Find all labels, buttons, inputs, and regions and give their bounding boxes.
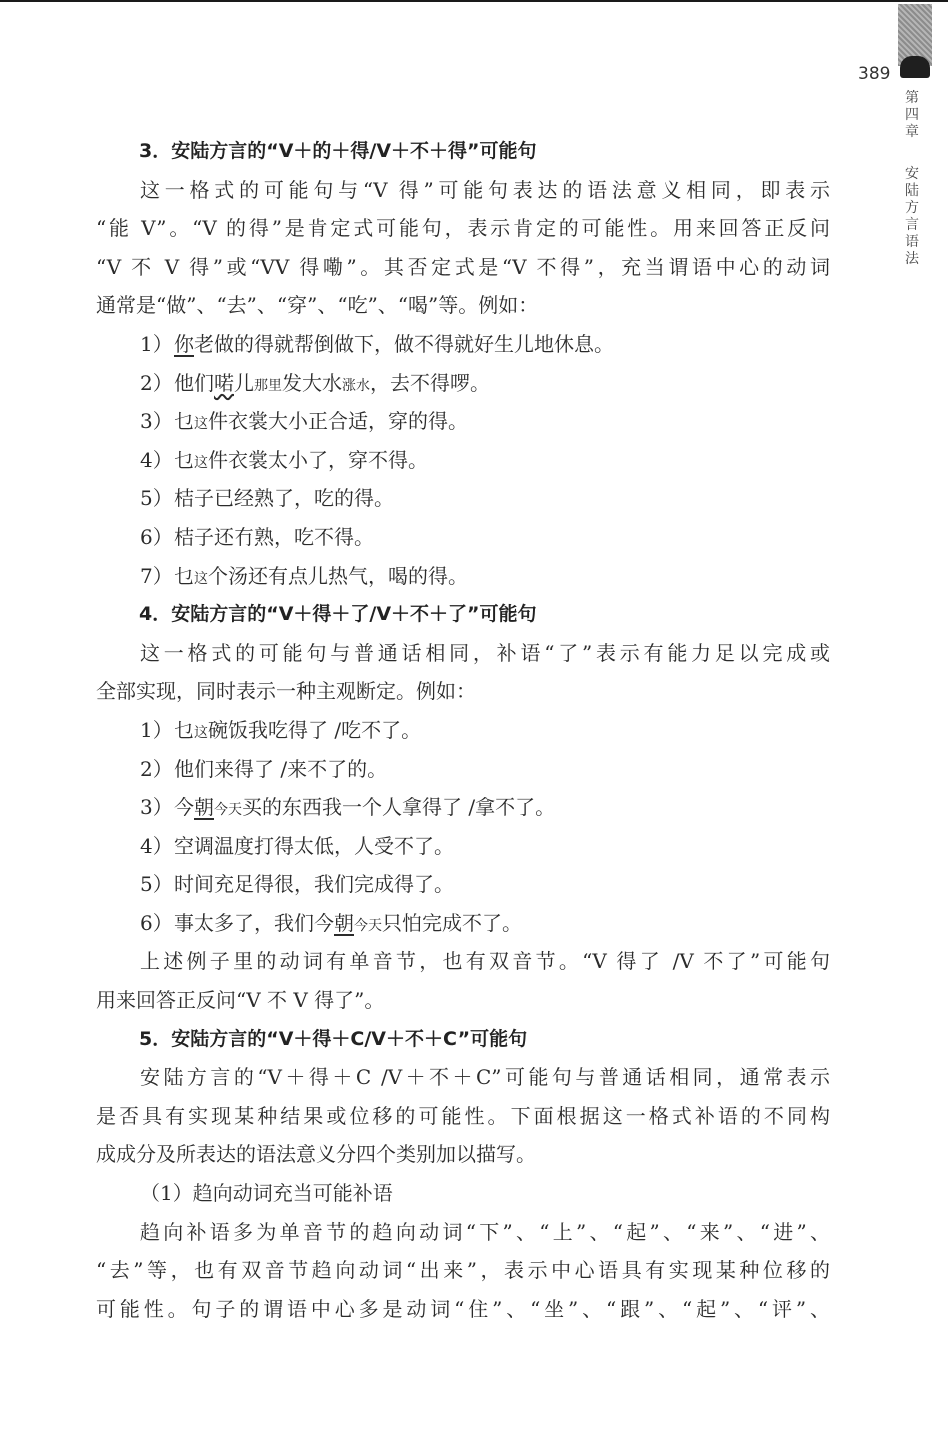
paragraph-line: 全部实现，同时表示一种主观断定。例如：	[96, 679, 476, 704]
paragraph-line: 上述例子里的动词有单音节，也有双音节。“V 得了 /V 不了”可能句	[140, 949, 830, 974]
page-number: 389	[858, 64, 891, 84]
corner-figure-icon	[900, 56, 930, 78]
page-body	[96, 132, 830, 1328]
example-line: 3）今朝今天买的东西我一个人拿得了 /拿不了。	[140, 795, 556, 820]
paragraph-line: 用来回答正反问“V 不 V 得了”。	[96, 988, 385, 1013]
subsection-heading: （1）趋向动词充当可能补语	[140, 1181, 393, 1206]
side-chapter-label: 第四章	[905, 90, 919, 140]
example-line: 5）时间充足得很，我们完成得了。	[140, 872, 454, 897]
example-line: 1）你老做的得就帮倒做下，做不得就好生儿地休息。	[140, 331, 614, 356]
example-line: 2）他们喏儿那里发大水涨水，去不得啰。	[140, 370, 490, 395]
section-5-heading: 5．安陆方言的“V＋得＋C/V＋不＋C”可能句	[139, 1027, 528, 1050]
example-line: 1）乜这碗饭我吃得了 /吃不了。	[140, 717, 422, 742]
paragraph-line: “能 V”。“V 的得”是肯定式可能句，表示肯定的可能性。用来回答正反问	[96, 216, 830, 241]
paragraph-line: 成成分及所表达的语法意义分四个类别加以描写。	[96, 1142, 536, 1167]
example-line: 7）乜这个汤还有点儿热气，喝的得。	[140, 563, 468, 588]
example-line: 6）事太多了，我们今朝今天只怕完成不了。	[140, 910, 522, 935]
paragraph-line: 安陆方言的“V＋得＋C /V＋不＋C”可能句与普通话相同，通常表示	[140, 1065, 830, 1090]
section-3-heading: 3．安陆方言的“V＋的＋得/V＋不＋得”可能句	[139, 140, 537, 162]
top-border-rule	[0, 0, 948, 2]
side-title-label: 安陆方言语法	[905, 166, 919, 267]
paragraph-line: 趋向补语多为单音节的趋向动词“下”、“上”、“起”、“来”、“进”、	[140, 1219, 830, 1244]
paragraph-line: 是否具有实现某种结果或位移的可能性。下面根据这一格式补语的不同构	[96, 1103, 830, 1128]
example-line: 4）空调温度打得太低，人受不了。	[140, 833, 454, 858]
example-line: 5）桔子已经熟了，吃的得。	[140, 486, 394, 511]
example-line: 6）桔子还冇熟，吃不得。	[140, 524, 374, 549]
example-line: 3）乜这件衣裳大小正合适，穿的得。	[140, 409, 468, 434]
paragraph-line: “去”等，也有双音节趋向动词“出来”，表示中心语具有实现某种位移的	[96, 1258, 830, 1283]
paragraph-line: 这一格式的可能句与“V 得”可能句表达的语法意义相同，即表示	[140, 177, 830, 202]
paragraph-line: 这一格式的可能句与普通话相同，补语“了”表示有能力足以完成或	[140, 640, 830, 665]
paragraph-line: 可能性。句子的谓语中心多是动词“住”、“坐”、“跟”、“起”、“评”、	[96, 1296, 830, 1321]
example-line: 4）乜这件衣裳太小了，穿不得。	[140, 447, 428, 472]
section-4-heading: 4．安陆方言的“V＋得＋了/V＋不＋了”可能句	[139, 603, 537, 626]
paragraph-line: 通常是“做”、“去”、“穿”、“吃”、“喝”等。例如：	[96, 293, 539, 318]
example-line: 2）他们来得了 /来不了的。	[140, 756, 388, 781]
paragraph-line: “V 不 V 得”或“VV 得嘞”。其否定式是“V 不得”，充当谓语中心的动词	[96, 254, 830, 279]
